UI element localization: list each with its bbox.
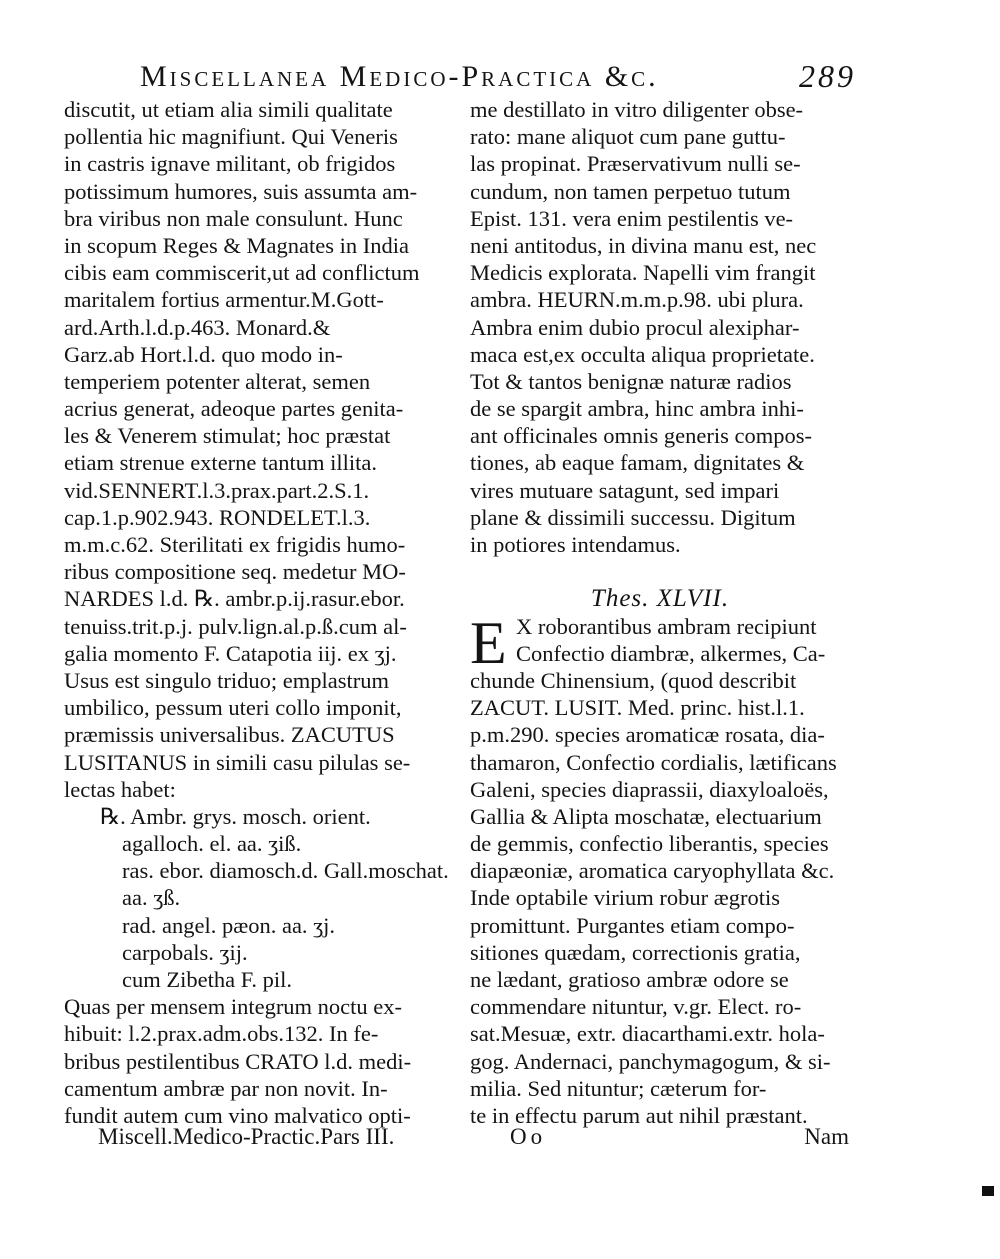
running-title: Miscellanea Medico-Practica &c.: [140, 60, 659, 93]
text-line: p.m.290. species aromaticæ rosata, dia-: [470, 722, 825, 748]
text-line: camentum ambræ par non novit. In-: [64, 1075, 388, 1101]
text-line: potissimum humores, suis assumta am-: [64, 178, 418, 204]
left-column: [64, 96, 459, 1129]
signature-line: Miscell.Medico-Practic.Pars III.: [98, 1124, 395, 1149]
text-line: cibis eam commiscerit,ut ad conflictum: [64, 260, 420, 286]
text-line: Quas per mensem integrum noctu ex-: [64, 994, 403, 1020]
text-line: Confectio diambræ, alkermes, Ca-: [516, 640, 826, 666]
text-line: de gemmis, confectio liberantis, species: [470, 831, 829, 857]
text-line: bribus pestilentibus CRATO l.d. medi-: [64, 1048, 412, 1074]
text-line: Tot & tantos benignæ naturæ radios: [470, 368, 792, 394]
text-line: tiones, ab eaque famam, dignitates &: [470, 450, 805, 476]
text-line: vires mutuare satagunt, sed impari: [470, 477, 780, 503]
text-line: cundum, non tamen perpetuo tutum: [470, 178, 791, 204]
text-line: Garz.ab Hort.l.d. quo modo in-: [64, 341, 343, 367]
text-line: las propinat. Præservativum nulli se-: [470, 151, 801, 177]
text-line: præmissis universalibus. ZACUTUS: [64, 722, 395, 748]
text-line: Gallia & Alipta moschatæ, electuarium: [470, 803, 822, 829]
text-line: thamaron, Confectio cordialis, lætificans: [470, 749, 837, 775]
page-number: 289: [799, 58, 856, 94]
quire-mark: Oo: [510, 1124, 547, 1149]
text-line: chunde Chinensium, (quod describit: [470, 667, 797, 693]
right-column: [470, 96, 850, 1129]
text-line: commendare nituntur, v.gr. Elect. ro-: [470, 994, 802, 1020]
text-line: Ambra enim dubio procul alexiphar-: [470, 314, 800, 340]
recipe-line: agalloch. el. aa. ʒiß.: [122, 831, 302, 857]
text-line: in potiores intendamus.: [470, 532, 681, 557]
text-line: m.m.c.62. Sterilitati ex frigidis humo-: [64, 532, 406, 557]
thesis-paragraph: [470, 609, 850, 1130]
text-line: ribus compositione seq. medetur MO-: [64, 559, 406, 585]
text-line: me destillato in vitro diligenter obse-: [470, 97, 804, 122]
text-line: milia. Sed nituntur; cæterum for-: [470, 1075, 767, 1101]
edge-mark: [982, 1186, 994, 1196]
text-line: pollentia hic magnifiunt. Qui Veneris: [64, 124, 398, 150]
recipe-line: ℞. Ambr. grys. mosch. orient.: [100, 803, 371, 829]
text-line: de se spargit ambra, hinc ambra inhi-: [470, 396, 804, 422]
text-line: hibuit: l.2.prax.adm.obs.132. In fe-: [64, 1021, 379, 1047]
text-line: etiam strenue externe tantum illita.: [64, 450, 378, 476]
text-line: sat.Mesuæ, extr. diacarthami.extr. hola-: [470, 1021, 825, 1047]
text-line: ard.Arth.l.d.p.463. Monard.&: [64, 314, 331, 340]
text-line: plane & dissimili successu. Digitum: [470, 504, 796, 530]
text-line: ambra. HEURN.m.m.p.98. ubi plura.: [470, 287, 804, 313]
recipe-line: rad. angel. pæon. aa. ʒj.: [122, 912, 336, 938]
text-line: sitiones quædam, correctionis gratia,: [470, 939, 801, 965]
drop-cap: E: [470, 609, 507, 676]
text-line: neni antitodus, in divina manu est, nec: [470, 232, 817, 258]
text-line: temperiem potenter alterat, semen: [64, 368, 371, 394]
page-footer: [98, 1124, 853, 1160]
text-line: Medicis explorata. Napelli vim frangit: [470, 260, 816, 286]
recipe-line: aa. ʒß.: [122, 885, 181, 911]
text-line: Galeni, species diaprassii, diaxyloaloës,: [470, 776, 829, 802]
text-line: rato: mane aliquot cum pane guttu-: [470, 124, 786, 150]
recipe-line: carpobals. ʒij.: [122, 939, 248, 965]
text-line: Inde optabile virium robur ægrotis: [470, 885, 780, 911]
text-line: LUSITANUS in simili casu pilulas se-: [64, 749, 411, 775]
text-line: in castris ignave militant, ob frigidos: [64, 151, 396, 177]
text-line: X roborantibus ambram recipiunt: [516, 613, 817, 639]
text-line: diapæoniæ, aromatica caryophyllata &c.: [470, 858, 835, 884]
text-line: in scopum Reges & Magnates in India: [64, 232, 409, 258]
catchword: Nam: [804, 1124, 849, 1149]
text-line: umbilico, pessum uteri collo imponit,: [64, 695, 402, 721]
text-line: cap.1.p.902.943. RONDELET.l.3.: [64, 504, 371, 530]
text-line: discutit, ut etiam alia simili qualitate: [64, 97, 393, 122]
text-line: galia momento F. Catapotia iij. ex ʒj.: [64, 640, 397, 666]
text-line: Epist. 131. vera enim pestilentis ve-: [470, 205, 794, 231]
section-spacer: [470, 558, 850, 585]
recipe-line: ras. ebor. diamosch.d. Gall.moschat.: [122, 858, 449, 884]
text-line: ant officinales omnis generis compos-: [470, 423, 813, 449]
text-line: ZACUT. LUSIT. Med. princ. hist.l.1.: [470, 695, 805, 721]
text-line: lectas habet:: [64, 776, 176, 802]
text-line: fundit autem cum vino malvatico opti-: [64, 1102, 411, 1128]
text-line: bra viribus non male consulunt. Hunc: [64, 205, 403, 231]
running-header: [140, 60, 860, 100]
text-line: te in effectu parum aut nihil præstant.: [470, 1102, 808, 1128]
text-line: gog. Andernaci, panchymagogum, & si-: [470, 1048, 831, 1074]
text-line: maca est,ex occulta aliqua proprietate.: [470, 341, 815, 367]
thesis-heading: Thes. XLVII.: [590, 585, 730, 613]
text-line: tenuiss.trit.p.j. pulv.lign.al.p.ß.cum al-: [64, 613, 407, 639]
text-line: ne lædant, gratioso ambræ odore se: [470, 967, 789, 992]
recipe-line: cum Zibetha F. pil.: [122, 967, 293, 992]
text-line: Usus est singulo triduo; emplastrum: [64, 667, 389, 693]
text-line: acrius generat, adeoque partes genita-: [64, 396, 404, 422]
text-line: promittunt. Purgantes etiam compo-: [470, 912, 795, 938]
text-line: les & Venerem stimulat; hoc præstat: [64, 423, 391, 449]
text-line: vid.SENNERT.l.3.prax.part.2.S.1.: [64, 477, 370, 503]
text-line: NARDES l.d. ℞. ambr.p.ij.rasur.ebor.: [64, 586, 405, 612]
text-line: maritalem fortius armentur.M.Gott-: [64, 287, 384, 313]
